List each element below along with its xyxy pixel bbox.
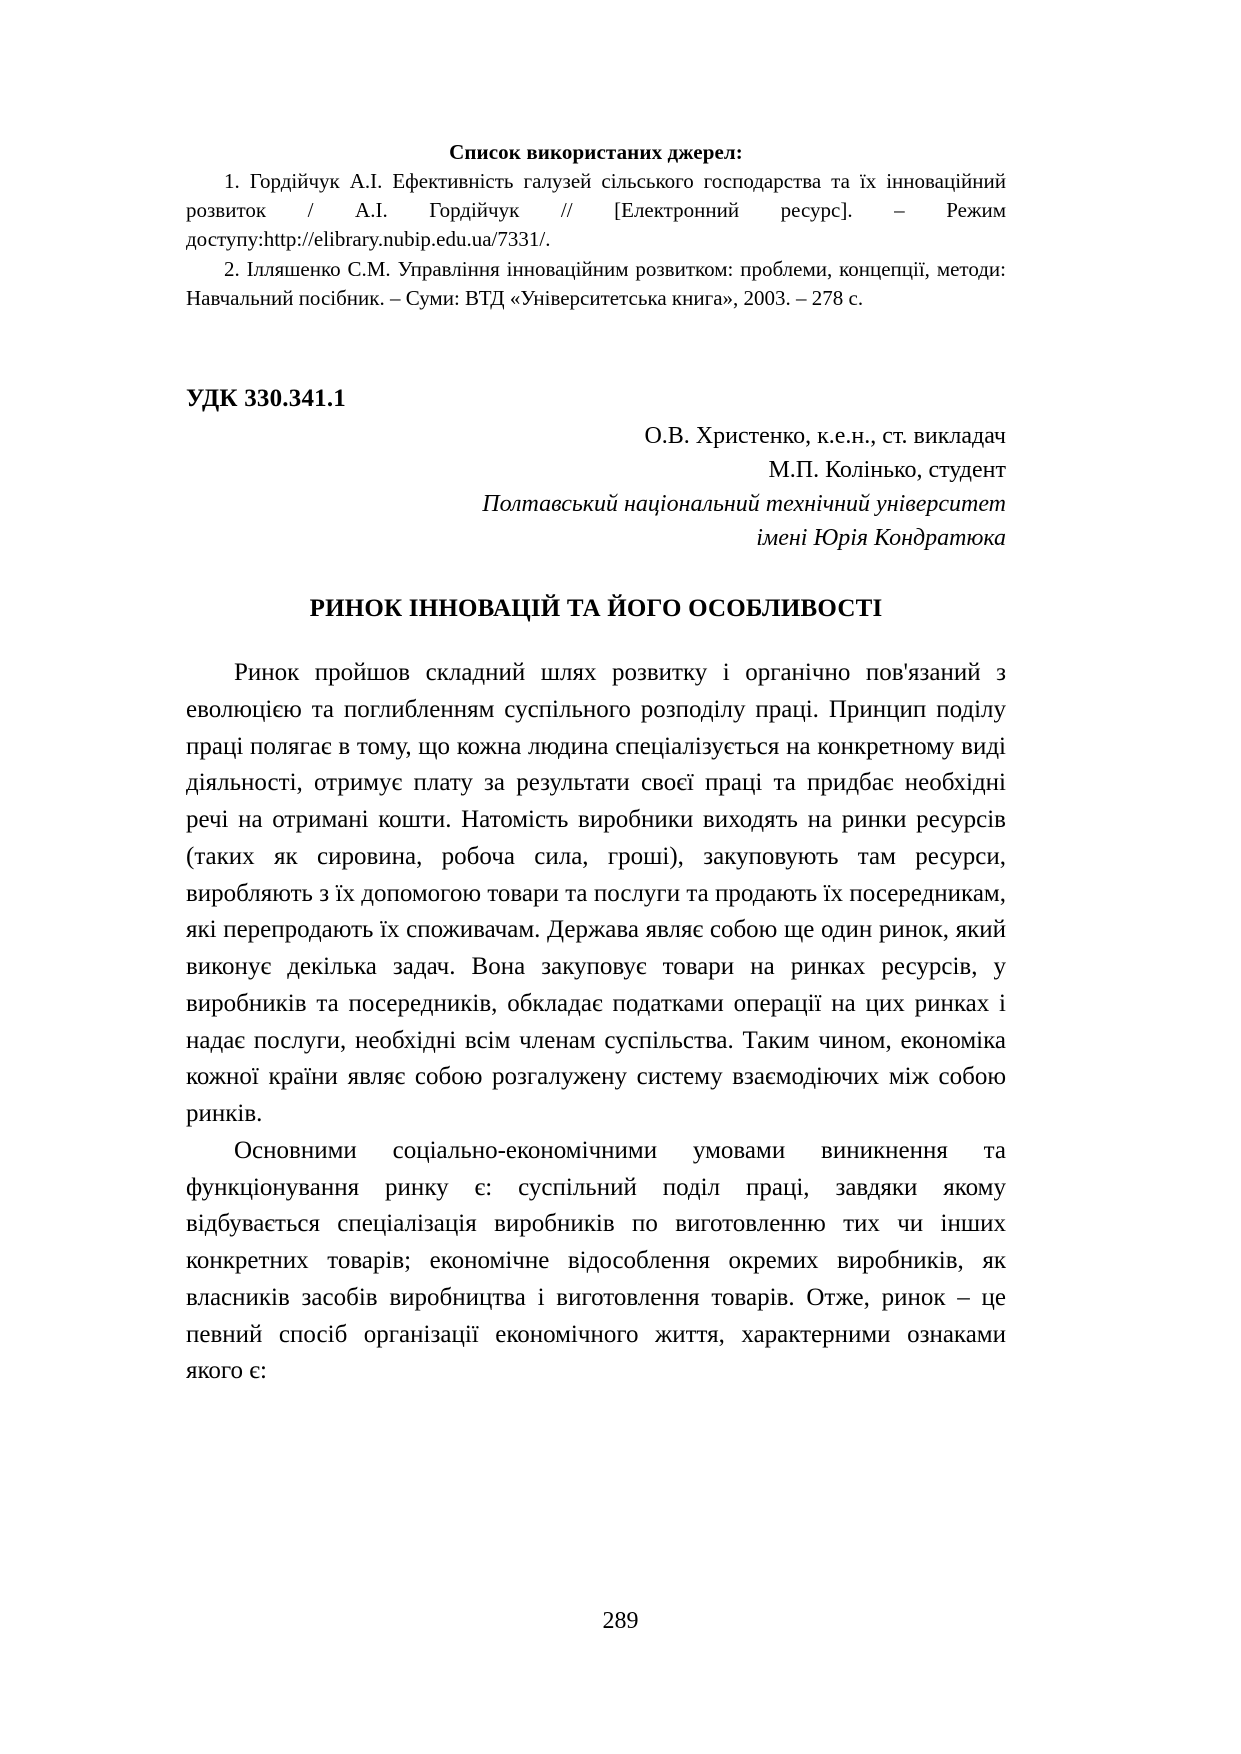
affiliation-line: імені Юрія Кондратюка <box>756 525 1006 552</box>
udk-code: УДК 330.341.1 <box>186 384 346 412</box>
affiliation-line: Полтавський національний технічний університет <box>482 491 1006 517</box>
page-content <box>186 140 1006 1390</box>
body-paragraph: Ринок пройшов складний шлях розвитку і органічно пов'язаний з еволюцією та поглибленням суспільного розподілу праці. Принцип поділу праці полягає в тому, що кожна людина спеціалізується на конкретному виді діяльності, отримує плату за результати своєї праці та придбає необхідні речі на отримані кошти. Натомість виробники виходять на ринки ресурсів (таких як сировина, робоча сила, гроші), закуповують там ресурси, виробляють з їх допомогою товари та послуги та продають їх посередникам, які перепродають їх споживачам. Держава являє собою ще один ринок, який виконує декілька задач. Вона закуповує товари на ринках ресурсів, у виробників та посередників, обкладає податками операції на цих ринках і надає послуги, необхідні всім членам суспільства. Таким чином, економіка кожної країни являє собою розгалужену систему взаємодіючих між собою ринків. <box>186 659 1006 1128</box>
body-paragraph: Основними соціально-економічними умовами виникнення та функціонування ринку є: суспільний поділ праці, завдяки якому відбувається спеціалізація виробників по виготовленню тих чи інших конкретних товарів; економічне відособлення окремих виробників, як власників засобів виробництва і виготовлення товарів. Отже, ринок – це певний спосіб організації економічного життя, характерними ознаками якого є: <box>186 1136 1006 1385</box>
reference-item: 1. Гордійчук А.І. Ефективність галузей сільського господарства та їх інноваційний розвиток / А.І. Гордійчук // [Електронний ресурс]. – Режим доступу:http://elibrary.nubip.edu.ua/7331/. <box>186 169 1006 251</box>
author-block <box>186 419 1006 555</box>
article-title: РИНОК ІННОВАЦІЙ ТА ЙОГО ОСОБЛИВОСТІ <box>309 595 883 623</box>
reference-item: 2. Ілляшенко С.М. Управління інноваційним розвитком: проблеми, концепції, методи: Навчальний посібник. – Суми: ВТД «Університетська книга», 2003. – 278 с. <box>186 256 1006 310</box>
references-heading: Список використаних джерел: <box>449 140 743 164</box>
page-number: 289 <box>602 1608 639 1634</box>
author-line: М.П. Колінько, студент <box>768 456 1006 483</box>
author-line: О.В. Христенко, к.е.н., ст. викладач <box>644 422 1006 449</box>
